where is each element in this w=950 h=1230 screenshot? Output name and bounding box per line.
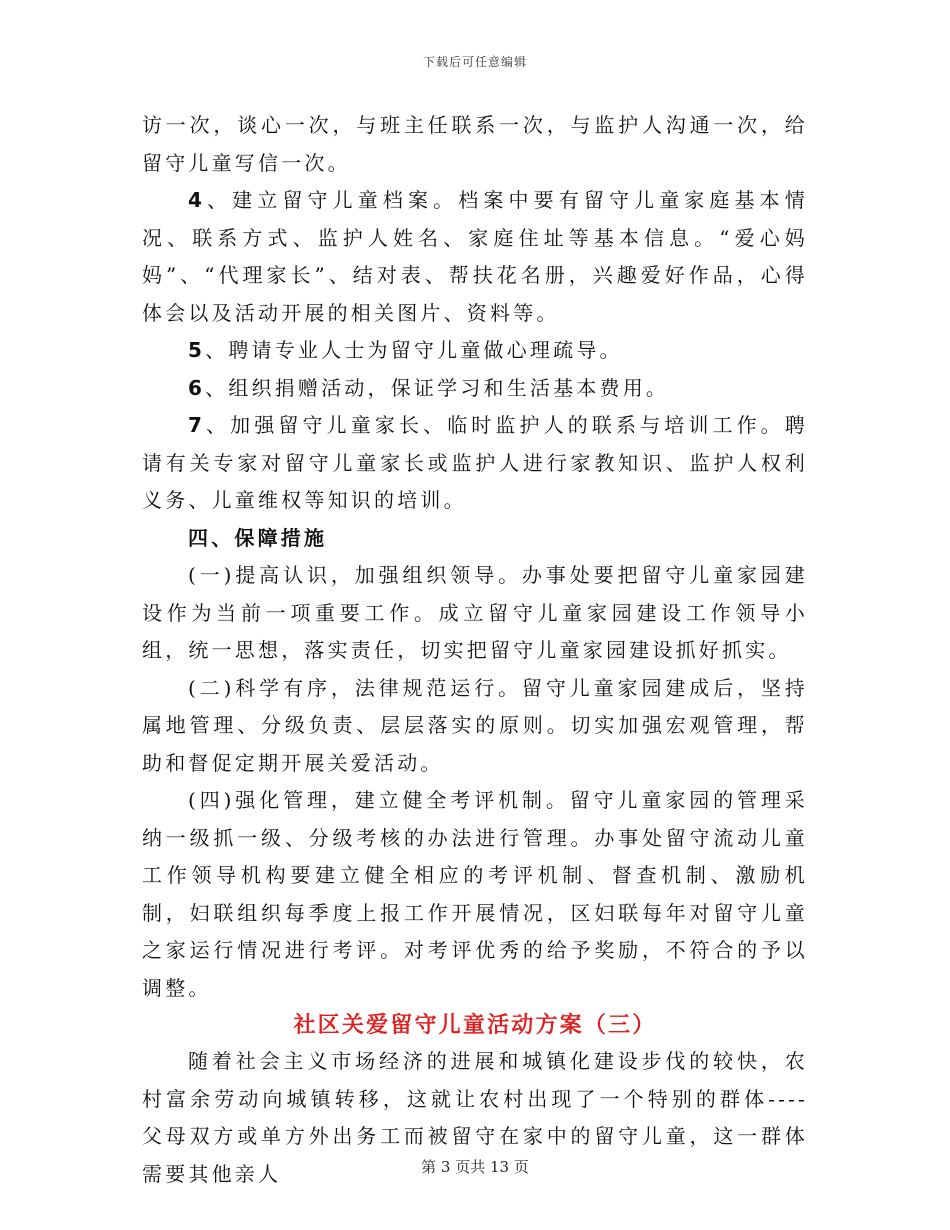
- measure-paragraph-4: (四)强化管理，建立健全考评机制。留守儿童家园的管理采纳一级抓一级、分级考核的办法进行管理。办事处留守流动儿童工作领导机构要建立健全相应的考评机制、督查机制、激励机制，妇联组织每季度上报工作开展情况，区妇联每年对留守儿童之家运行情况进行考评。对考评优秀的给予奖励，不符合的予以调整。: [142, 788, 808, 1000]
- paragraph-continuation: 访一次，谈心一次，与班主任联系一次，与监护人沟通一次，给留守儿童写信一次。: [142, 113, 808, 175]
- measure-paragraph-2: (二)科学有序，法律规范运行。留守儿童家园建成后，坚持属地管理、分级负责、层层落实的原则。切实加强宏观管理，帮助和督促定期开展关爱活动。: [142, 675, 808, 775]
- page-header: 下载后可任意编辑: [422, 55, 527, 69]
- list-number: 6: [188, 375, 206, 400]
- list-item-text: 、建立留守儿童档案。档案中要有留守儿童家庭基本情况、联系方式、监护人姓名、家庭住址等基本信息。“爱心妈妈”、“代理家长”、结对表、帮扶花名册，兴趣爱好作品，心得体会以及活动开展的相关图片、资料等。: [142, 188, 808, 325]
- section-heading: 四、保障措施: [188, 525, 328, 550]
- list-item-text: 、聘请专业人士为留守儿童做心理疏导。: [205, 338, 623, 362]
- section-title: 社区关爱留守儿童活动方案（三）: [293, 1012, 657, 1038]
- intro-paragraph: 随着社会主义市场经济的进展和城镇化建设步伐的较快，农村富余劳动向城镇转移，这就让农村出现了一个特别的群体----父母双方或单方外出务工而被留守在家中的留守儿童，这一群体需要其他亲人: [142, 1049, 808, 1186]
- list-number: 5: [188, 338, 206, 362]
- list-number: 4: [188, 188, 206, 212]
- document-body: [142, 107, 808, 1193]
- list-item-5: [142, 332, 808, 370]
- list-item-6: [142, 370, 808, 408]
- list-item-text: 、组织捐赠活动，保证学习和生活基本费用。: [205, 375, 670, 400]
- list-number: 7: [188, 413, 206, 437]
- page-footer: 第 3 页共 13 页: [421, 1158, 529, 1176]
- list-item-7: [142, 407, 808, 520]
- measure-paragraph-1: (一)提高认识，加强组织领导。办事处要把留守儿童家园建设作为当前一项重要工作。成立留守儿童家园建设工作领导小组，统一思想，落实责任，切实把留守儿童家园建设抓好抓实。: [142, 563, 808, 662]
- list-item-text: 、加强留守儿童家长、临时监护人的联系与培训工作。聘请有关专家对留守儿童家长或监护人进行家教知识、监护人权利义务、儿童维权等知识的培训。: [142, 413, 808, 512]
- list-item-4: [142, 182, 808, 332]
